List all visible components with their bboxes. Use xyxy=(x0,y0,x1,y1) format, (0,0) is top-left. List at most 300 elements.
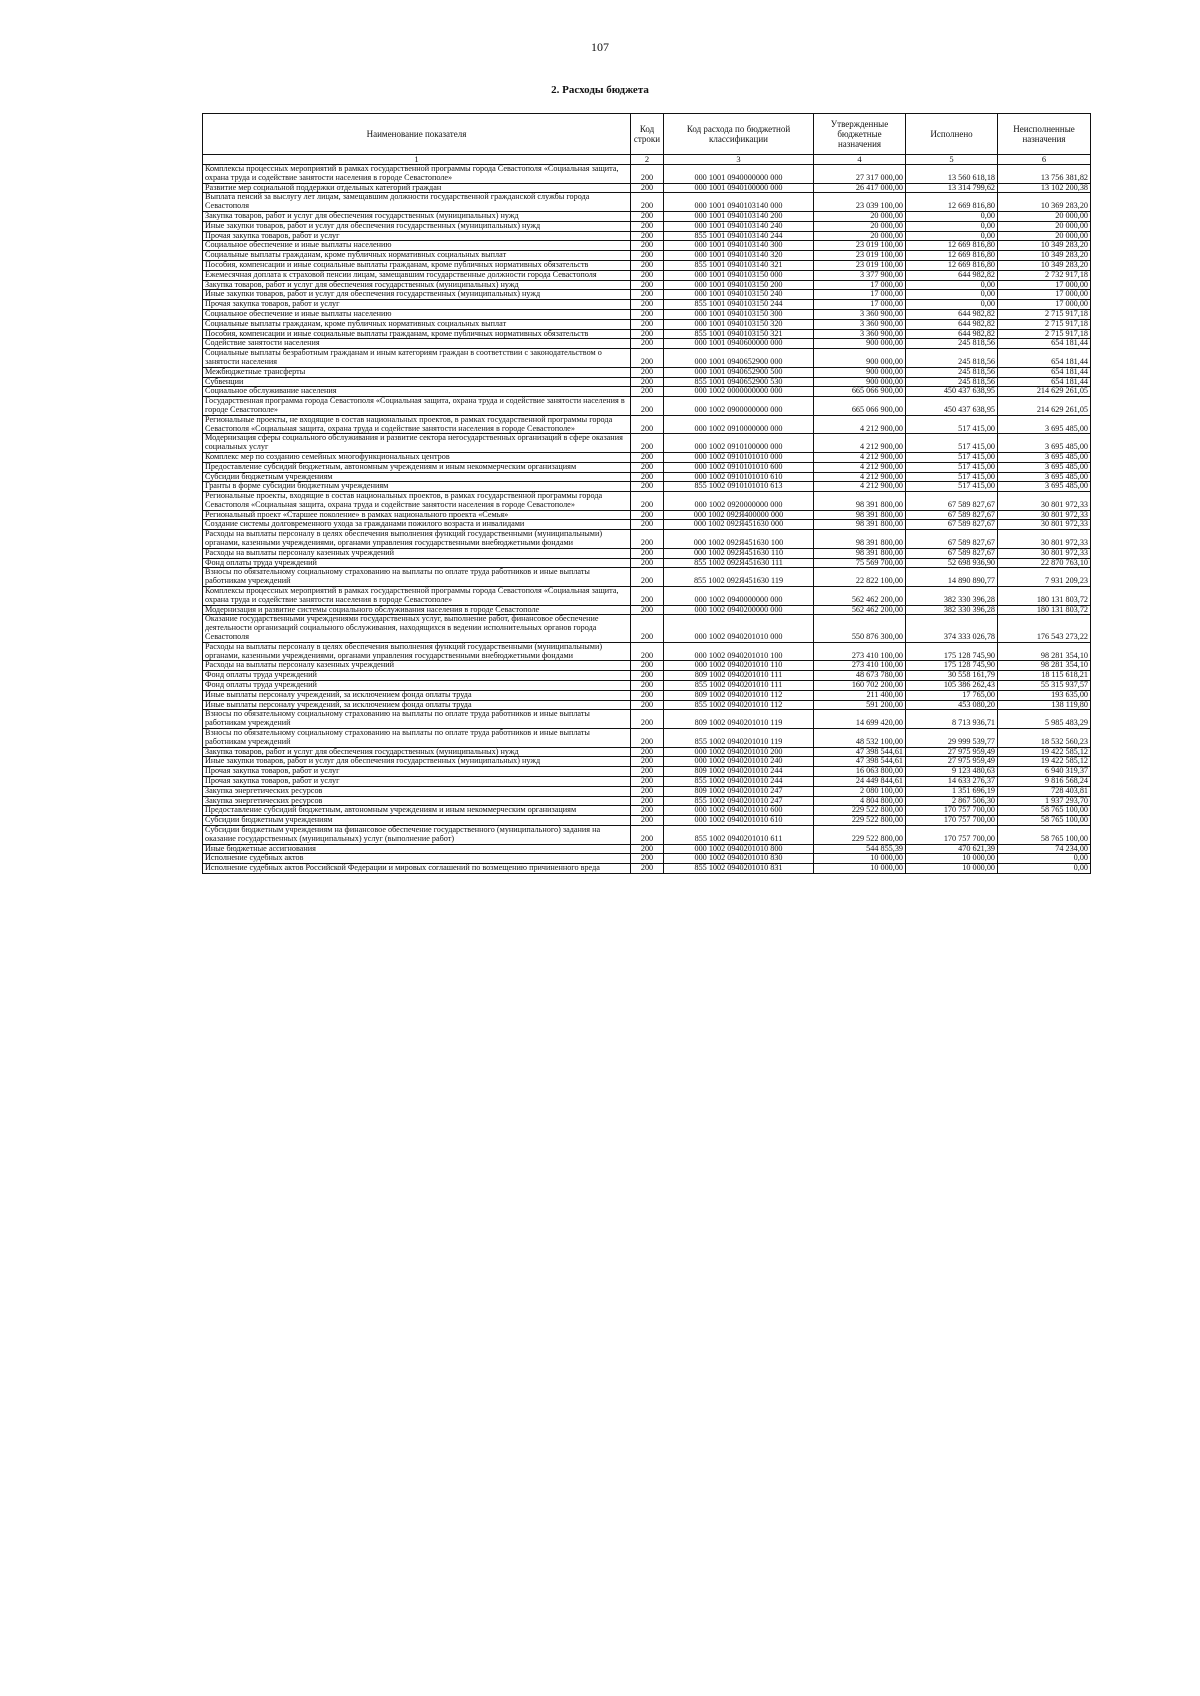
cell-unexecuted: 180 131 803,72 xyxy=(998,605,1091,615)
table-row xyxy=(203,211,1091,221)
cell-row-code: 200 xyxy=(631,415,664,434)
cell-approved: 665 066 900,00 xyxy=(814,387,906,397)
cell-unexecuted: 30 801 972,33 xyxy=(998,530,1091,549)
cell-unexecuted: 30 801 972,33 xyxy=(998,520,1091,530)
cell-unexecuted: 19 422 585,12 xyxy=(998,757,1091,767)
cell-executed: 12 669 816,80 xyxy=(906,241,998,251)
cell-name: Ежемесячная доплата к страховой пенсии лицам, замещавшим государственные должности города Севастополя xyxy=(203,270,631,280)
cell-row-code: 200 xyxy=(631,387,664,397)
cell-unexecuted: 214 629 261,05 xyxy=(998,397,1091,416)
cell-name: Иные закупки товаров, работ и услуг для обеспечения государственных (муниципальных) нужд xyxy=(203,290,631,300)
cell-row-code: 200 xyxy=(631,510,664,520)
cell-classification: 855 1001 0940103140 321 xyxy=(664,260,814,270)
cell-approved: 23 019 100,00 xyxy=(814,251,906,261)
column-number: 5 xyxy=(906,155,998,165)
cell-classification: 000 1001 0940103150 200 xyxy=(664,280,814,290)
cell-unexecuted: 0,00 xyxy=(998,864,1091,874)
cell-unexecuted: 654 181,44 xyxy=(998,377,1091,387)
cell-unexecuted: 0,00 xyxy=(998,854,1091,864)
cell-name: Гранты в форме субсидии бюджетным учреждениям xyxy=(203,482,631,492)
cell-name: Прочая закупка товаров, работ и услуг xyxy=(203,231,631,241)
cell-unexecuted: 10 349 283,20 xyxy=(998,251,1091,261)
cell-approved: 14 699 420,00 xyxy=(814,710,906,729)
cell-executed: 105 386 262,43 xyxy=(906,681,998,691)
cell-executed: 0,00 xyxy=(906,290,998,300)
cell-classification: 000 1002 0940201010 200 xyxy=(664,747,814,757)
cell-name: Региональные проекты, не входящие в состав национальных проектов, в рамках государственной программы города Севастополя «Социальная защита, охрана труда и содействие занятости населения в городе Севастополе» xyxy=(203,415,631,434)
cell-classification: 000 1001 0940103140 000 xyxy=(664,193,814,212)
cell-row-code: 200 xyxy=(631,605,664,615)
cell-classification: 000 1002 0910101010 000 xyxy=(664,452,814,462)
table-row xyxy=(203,270,1091,280)
table-row xyxy=(203,492,1091,511)
table-row xyxy=(203,482,1091,492)
cell-unexecuted: 30 801 972,33 xyxy=(998,492,1091,511)
cell-executed: 67 589 827,67 xyxy=(906,492,998,511)
cell-executed: 29 999 539,77 xyxy=(906,729,998,748)
cell-classification: 855 1002 0940201010 831 xyxy=(664,864,814,874)
cell-classification: 000 1002 0940201010 830 xyxy=(664,854,814,864)
cell-unexecuted: 3 695 485,00 xyxy=(998,482,1091,492)
cell-approved: 544 855,39 xyxy=(814,844,906,854)
cell-executed: 517 415,00 xyxy=(906,415,998,434)
cell-unexecuted: 654 181,44 xyxy=(998,349,1091,368)
cell-executed: 52 698 936,90 xyxy=(906,558,998,568)
cell-unexecuted: 138 119,80 xyxy=(998,700,1091,710)
cell-row-code: 200 xyxy=(631,615,664,642)
cell-name: Расходы на выплаты персоналу казенных учреждений xyxy=(203,548,631,558)
table-row xyxy=(203,786,1091,796)
table-row xyxy=(203,825,1091,844)
table-row xyxy=(203,710,1091,729)
column-number-row xyxy=(203,155,1091,165)
cell-unexecuted: 2 715 917,18 xyxy=(998,309,1091,319)
cell-row-code: 200 xyxy=(631,681,664,691)
cell-executed: 517 415,00 xyxy=(906,472,998,482)
cell-approved: 550 876 300,00 xyxy=(814,615,906,642)
cell-unexecuted: 3 695 485,00 xyxy=(998,415,1091,434)
header-approved: Утвержденные бюджетные назначения xyxy=(814,114,906,155)
cell-approved: 48 532 100,00 xyxy=(814,729,906,748)
cell-approved: 98 391 800,00 xyxy=(814,548,906,558)
table-row xyxy=(203,349,1091,368)
column-number: 2 xyxy=(631,155,664,165)
cell-classification: 000 1001 0940103150 240 xyxy=(664,290,814,300)
cell-executed: 12 669 816,80 xyxy=(906,193,998,212)
cell-classification: 855 1002 0940201010 611 xyxy=(664,825,814,844)
cell-name: Предоставление субсидий бюджетным, автономным учреждениям и иным некоммерческим организациям xyxy=(203,462,631,472)
cell-executed: 382 330 396,28 xyxy=(906,587,998,606)
cell-approved: 160 702 200,00 xyxy=(814,681,906,691)
cell-approved: 562 462 200,00 xyxy=(814,587,906,606)
cell-executed: 67 589 827,67 xyxy=(906,510,998,520)
cell-executed: 517 415,00 xyxy=(906,462,998,472)
cell-unexecuted: 176 543 273,22 xyxy=(998,615,1091,642)
cell-classification: 000 1002 0940200000 000 xyxy=(664,605,814,615)
cell-approved: 22 822 100,00 xyxy=(814,568,906,587)
header-classification: Код расхода по бюджетной классификации xyxy=(664,114,814,155)
cell-executed: 27 975 959,49 xyxy=(906,747,998,757)
cell-row-code: 200 xyxy=(631,251,664,261)
cell-executed: 0,00 xyxy=(906,231,998,241)
cell-unexecuted: 728 403,81 xyxy=(998,786,1091,796)
cell-name: Субсидии бюджетным учреждениям xyxy=(203,816,631,826)
cell-classification: 809 1002 0940201010 247 xyxy=(664,786,814,796)
cell-approved: 4 212 900,00 xyxy=(814,415,906,434)
cell-approved: 17 000,00 xyxy=(814,300,906,310)
cell-classification: 000 1002 0910101010 610 xyxy=(664,472,814,482)
cell-executed: 13 314 799,62 xyxy=(906,183,998,193)
cell-row-code: 200 xyxy=(631,165,664,184)
cell-unexecuted: 58 765 100,00 xyxy=(998,806,1091,816)
cell-approved: 3 360 900,00 xyxy=(814,329,906,339)
cell-executed: 517 415,00 xyxy=(906,452,998,462)
cell-executed: 517 415,00 xyxy=(906,482,998,492)
cell-classification: 000 1002 0940201010 240 xyxy=(664,757,814,767)
cell-classification: 855 1001 0940103150 244 xyxy=(664,300,814,310)
table-row xyxy=(203,729,1091,748)
table-row xyxy=(203,260,1091,270)
table-row xyxy=(203,290,1091,300)
cell-classification: 000 1001 0940652900 000 xyxy=(664,349,814,368)
cell-classification: 000 1001 0940103150 320 xyxy=(664,319,814,329)
cell-name: Социальные выплаты гражданам, кроме публичных нормативных социальных выплат xyxy=(203,319,631,329)
cell-row-code: 200 xyxy=(631,300,664,310)
cell-executed: 2 867 506,30 xyxy=(906,796,998,806)
table-row xyxy=(203,747,1091,757)
cell-unexecuted: 10 349 283,20 xyxy=(998,260,1091,270)
cell-unexecuted: 3 695 485,00 xyxy=(998,452,1091,462)
table-row xyxy=(203,165,1091,184)
cell-executed: 450 437 638,95 xyxy=(906,387,998,397)
cell-unexecuted: 22 870 763,10 xyxy=(998,558,1091,568)
cell-unexecuted: 180 131 803,72 xyxy=(998,587,1091,606)
cell-unexecuted: 18 532 560,23 xyxy=(998,729,1091,748)
cell-name: Социальное обслуживание населения xyxy=(203,387,631,397)
cell-row-code: 200 xyxy=(631,729,664,748)
cell-row-code: 200 xyxy=(631,777,664,787)
cell-row-code: 200 xyxy=(631,710,664,729)
cell-unexecuted: 1 937 293,70 xyxy=(998,796,1091,806)
cell-executed: 245 818,56 xyxy=(906,349,998,368)
cell-unexecuted: 30 801 972,33 xyxy=(998,548,1091,558)
cell-name: Содействие занятости населения xyxy=(203,339,631,349)
cell-executed: 67 589 827,67 xyxy=(906,548,998,558)
table-row xyxy=(203,530,1091,549)
cell-name: Региональный проект «Старшее поколение» в рамках национального проекта «Семья» xyxy=(203,510,631,520)
cell-row-code: 200 xyxy=(631,462,664,472)
table-row xyxy=(203,777,1091,787)
cell-unexecuted: 5 985 483,29 xyxy=(998,710,1091,729)
table-row xyxy=(203,339,1091,349)
cell-name: Иные закупки товаров, работ и услуг для обеспечения государственных (муниципальных) нужд xyxy=(203,221,631,231)
cell-name: Иные выплаты персоналу учреждений, за исключением фонда оплаты труда xyxy=(203,690,631,700)
cell-approved: 591 200,00 xyxy=(814,700,906,710)
cell-executed: 245 818,56 xyxy=(906,377,998,387)
cell-executed: 0,00 xyxy=(906,300,998,310)
cell-unexecuted: 6 940 319,37 xyxy=(998,767,1091,777)
cell-executed: 27 975 959,49 xyxy=(906,757,998,767)
cell-approved: 47 398 544,61 xyxy=(814,747,906,757)
cell-approved: 98 391 800,00 xyxy=(814,520,906,530)
table-row xyxy=(203,510,1091,520)
cell-classification: 000 1001 0940103150 300 xyxy=(664,309,814,319)
cell-approved: 900 000,00 xyxy=(814,377,906,387)
table-row xyxy=(203,806,1091,816)
cell-name: Исполнение судебных актов Российской Федерации и мировых соглашений по возмещению причиненного вреда xyxy=(203,864,631,874)
table-row xyxy=(203,280,1091,290)
table-row xyxy=(203,251,1091,261)
table-row xyxy=(203,681,1091,691)
cell-classification: 855 1002 0940201010 119 xyxy=(664,729,814,748)
cell-classification: 809 1002 0940201010 111 xyxy=(664,671,814,681)
cell-executed: 14 890 890,77 xyxy=(906,568,998,587)
table-row xyxy=(203,642,1091,661)
table-row xyxy=(203,462,1091,472)
table-row xyxy=(203,615,1091,642)
cell-name: Субсидии бюджетным учреждениям на финансовое обеспечение государственного (муниципального) задания на оказание государственных (муниципальных) услуг (выполнение работ) xyxy=(203,825,631,844)
header-name: Наименование показателя xyxy=(203,114,631,155)
cell-row-code: 200 xyxy=(631,349,664,368)
table-row xyxy=(203,796,1091,806)
cell-approved: 10 000,00 xyxy=(814,854,906,864)
cell-approved: 229 522 800,00 xyxy=(814,816,906,826)
table-row xyxy=(203,329,1091,339)
cell-row-code: 200 xyxy=(631,661,664,671)
cell-unexecuted: 58 765 100,00 xyxy=(998,816,1091,826)
cell-unexecuted: 30 801 972,33 xyxy=(998,510,1091,520)
cell-executed: 12 669 816,80 xyxy=(906,260,998,270)
cell-row-code: 200 xyxy=(631,319,664,329)
cell-row-code: 200 xyxy=(631,642,664,661)
cell-unexecuted: 17 000,00 xyxy=(998,290,1091,300)
cell-name: Выплата пенсий за выслугу лет лицам, замещавшим должности государственной гражданской службы города Севастополя xyxy=(203,193,631,212)
cell-classification: 000 1002 0900000000 000 xyxy=(664,397,814,416)
cell-classification: 000 1002 0920000000 000 xyxy=(664,492,814,511)
cell-unexecuted: 17 000,00 xyxy=(998,280,1091,290)
cell-classification: 000 1002 0940201010 610 xyxy=(664,816,814,826)
cell-classification: 000 1001 0940600000 000 xyxy=(664,339,814,349)
column-number: 1 xyxy=(203,155,631,165)
cell-classification: 000 1001 0940103140 320 xyxy=(664,251,814,261)
table-row xyxy=(203,816,1091,826)
cell-approved: 229 522 800,00 xyxy=(814,806,906,816)
cell-executed: 0,00 xyxy=(906,211,998,221)
column-number: 3 xyxy=(664,155,814,165)
cell-approved: 4 212 900,00 xyxy=(814,434,906,453)
cell-approved: 4 804 800,00 xyxy=(814,796,906,806)
cell-executed: 170 757 700,00 xyxy=(906,825,998,844)
cell-row-code: 200 xyxy=(631,757,664,767)
table-row xyxy=(203,241,1091,251)
cell-executed: 382 330 396,28 xyxy=(906,605,998,615)
page-number: 107 xyxy=(591,40,609,54)
table-row xyxy=(203,767,1091,777)
cell-approved: 273 410 100,00 xyxy=(814,642,906,661)
cell-executed: 170 757 700,00 xyxy=(906,806,998,816)
cell-row-code: 200 xyxy=(631,796,664,806)
cell-classification: 855 1002 0940201010 247 xyxy=(664,796,814,806)
cell-row-code: 200 xyxy=(631,700,664,710)
column-number: 4 xyxy=(814,155,906,165)
cell-row-code: 200 xyxy=(631,434,664,453)
cell-approved: 27 317 000,00 xyxy=(814,165,906,184)
cell-name: Закупка товаров, работ и услуг для обеспечения государственных (муниципальных) нужд xyxy=(203,280,631,290)
cell-unexecuted: 654 181,44 xyxy=(998,367,1091,377)
cell-approved: 4 212 900,00 xyxy=(814,472,906,482)
cell-name: Закупка товаров, работ и услуг для обеспечения государственных (муниципальных) нужд xyxy=(203,211,631,221)
budget-expenses-table xyxy=(202,113,1091,874)
cell-name: Иные бюджетные ассигнования xyxy=(203,844,631,854)
cell-executed: 470 621,39 xyxy=(906,844,998,854)
cell-row-code: 200 xyxy=(631,397,664,416)
table-row xyxy=(203,568,1091,587)
cell-row-code: 200 xyxy=(631,558,664,568)
cell-unexecuted: 654 181,44 xyxy=(998,339,1091,349)
cell-executed: 644 982,82 xyxy=(906,319,998,329)
cell-approved: 98 391 800,00 xyxy=(814,510,906,520)
table-row xyxy=(203,661,1091,671)
cell-classification: 000 1001 0940103140 240 xyxy=(664,221,814,231)
table-row xyxy=(203,690,1091,700)
cell-row-code: 200 xyxy=(631,816,664,826)
cell-row-code: 200 xyxy=(631,329,664,339)
cell-row-code: 200 xyxy=(631,864,664,874)
table-row xyxy=(203,558,1091,568)
cell-classification: 000 1001 0940652900 500 xyxy=(664,367,814,377)
cell-approved: 665 066 900,00 xyxy=(814,397,906,416)
cell-executed: 644 982,82 xyxy=(906,329,998,339)
cell-name: Прочая закупка товаров, работ и услуг xyxy=(203,767,631,777)
cell-unexecuted: 98 281 354,10 xyxy=(998,661,1091,671)
cell-unexecuted: 13 756 381,82 xyxy=(998,165,1091,184)
cell-unexecuted: 20 000,00 xyxy=(998,231,1091,241)
cell-row-code: 200 xyxy=(631,520,664,530)
cell-name: Социальное обеспечение и иные выплаты населению xyxy=(203,241,631,251)
cell-unexecuted: 20 000,00 xyxy=(998,211,1091,221)
cell-name: Государственная программа города Севастополя «Социальная защита, охрана труда и содействие занятости населения в городе Севастополе» xyxy=(203,397,631,416)
cell-classification: 855 1002 0910101010 613 xyxy=(664,482,814,492)
cell-unexecuted: 55 315 937,57 xyxy=(998,681,1091,691)
cell-unexecuted: 18 115 618,21 xyxy=(998,671,1091,681)
cell-classification: 855 1002 0940201010 244 xyxy=(664,777,814,787)
cell-classification: 000 1002 0940201010 100 xyxy=(664,642,814,661)
table-row xyxy=(203,605,1091,615)
cell-row-code: 200 xyxy=(631,260,664,270)
cell-executed: 10 000,00 xyxy=(906,854,998,864)
cell-name: Региональные проекты, входящие в состав национальных проектов, в рамках государственной программы города Севастополя «Социальная защита, охрана труда и содействие занятости населения в городе Севастополе» xyxy=(203,492,631,511)
table-row xyxy=(203,472,1091,482)
table-row xyxy=(203,221,1091,231)
cell-name: Закупка энергетических ресурсов xyxy=(203,786,631,796)
table-row xyxy=(203,757,1091,767)
cell-row-code: 200 xyxy=(631,290,664,300)
cell-classification: 000 1002 092Я451630 000 xyxy=(664,520,814,530)
cell-row-code: 200 xyxy=(631,377,664,387)
cell-row-code: 200 xyxy=(631,671,664,681)
table-row xyxy=(203,548,1091,558)
cell-executed: 374 333 026,78 xyxy=(906,615,998,642)
table-row xyxy=(203,193,1091,212)
cell-name: Расходы на выплаты персоналу в целях обеспечения выполнения функций государственными (муниципальными) органами, казенными учреждениями, органами управления государственными внебюджетными фондами xyxy=(203,642,631,661)
cell-approved: 24 449 844,61 xyxy=(814,777,906,787)
cell-row-code: 200 xyxy=(631,530,664,549)
cell-row-code: 200 xyxy=(631,492,664,511)
cell-approved: 900 000,00 xyxy=(814,339,906,349)
table-row xyxy=(203,309,1091,319)
cell-executed: 644 982,82 xyxy=(906,270,998,280)
cell-approved: 98 391 800,00 xyxy=(814,492,906,511)
cell-classification: 000 1002 092Я451630 100 xyxy=(664,530,814,549)
cell-executed: 9 123 480,63 xyxy=(906,767,998,777)
cell-classification: 809 1002 0940201010 244 xyxy=(664,767,814,777)
cell-approved: 75 569 700,00 xyxy=(814,558,906,568)
cell-executed: 170 757 700,00 xyxy=(906,816,998,826)
cell-executed: 1 351 696,19 xyxy=(906,786,998,796)
cell-executed: 67 589 827,67 xyxy=(906,530,998,549)
cell-row-code: 200 xyxy=(631,309,664,319)
cell-classification: 000 1002 0940201010 800 xyxy=(664,844,814,854)
cell-name: Социальные выплаты безработным гражданам и иным категориям граждан в соответствии с законодательством о занятости населения xyxy=(203,349,631,368)
cell-executed: 450 437 638,95 xyxy=(906,397,998,416)
cell-approved: 562 462 200,00 xyxy=(814,605,906,615)
cell-row-code: 200 xyxy=(631,231,664,241)
cell-unexecuted: 13 102 200,38 xyxy=(998,183,1091,193)
cell-row-code: 200 xyxy=(631,767,664,777)
header-executed: Исполнено xyxy=(906,114,998,155)
cell-executed: 245 818,56 xyxy=(906,339,998,349)
cell-name: Взносы по обязательному социальному страхованию на выплаты по оплате труда работников и иные выплаты работникам учреждений xyxy=(203,729,631,748)
cell-executed: 14 633 276,37 xyxy=(906,777,998,787)
cell-unexecuted: 9 816 568,24 xyxy=(998,777,1091,787)
cell-name: Межбюджетные трансферты xyxy=(203,367,631,377)
cell-row-code: 200 xyxy=(631,825,664,844)
cell-approved: 20 000,00 xyxy=(814,221,906,231)
cell-classification: 855 1001 0940103140 244 xyxy=(664,231,814,241)
section-title: 2. Расходы бюджета xyxy=(551,84,649,96)
table-header xyxy=(203,114,1091,165)
cell-approved: 3 360 900,00 xyxy=(814,319,906,329)
cell-classification: 000 1002 092Я451630 110 xyxy=(664,548,814,558)
table-row xyxy=(203,377,1091,387)
cell-name: Фонд оплаты труда учреждений xyxy=(203,671,631,681)
cell-row-code: 200 xyxy=(631,806,664,816)
cell-row-code: 200 xyxy=(631,786,664,796)
cell-row-code: 200 xyxy=(631,472,664,482)
cell-row-code: 200 xyxy=(631,747,664,757)
table-row xyxy=(203,397,1091,416)
table-row xyxy=(203,434,1091,453)
cell-row-code: 200 xyxy=(631,854,664,864)
table-row xyxy=(203,700,1091,710)
cell-row-code: 200 xyxy=(631,270,664,280)
cell-executed: 453 080,20 xyxy=(906,700,998,710)
cell-unexecuted: 193 635,00 xyxy=(998,690,1091,700)
cell-name: Модернизация сферы социального обслуживания и развитие сектора негосударственных организаций в сфере оказания социальных услуг xyxy=(203,434,631,453)
cell-unexecuted: 2 715 917,18 xyxy=(998,329,1091,339)
cell-unexecuted: 10 349 283,20 xyxy=(998,241,1091,251)
cell-row-code: 200 xyxy=(631,452,664,462)
cell-name: Комплексы процессных мероприятий в рамках государственной программы города Севастополя «Социальная защита, охрана труда и содействие занятости населения в городе Севастополе» xyxy=(203,587,631,606)
cell-classification: 000 1002 0910100000 000 xyxy=(664,434,814,453)
table-row xyxy=(203,520,1091,530)
table-row xyxy=(203,367,1091,377)
table-row xyxy=(203,183,1091,193)
cell-executed: 0,00 xyxy=(906,280,998,290)
cell-name: Социальные выплаты гражданам, кроме публичных нормативных социальных выплат xyxy=(203,251,631,261)
cell-executed: 517 415,00 xyxy=(906,434,998,453)
cell-executed: 245 818,56 xyxy=(906,367,998,377)
